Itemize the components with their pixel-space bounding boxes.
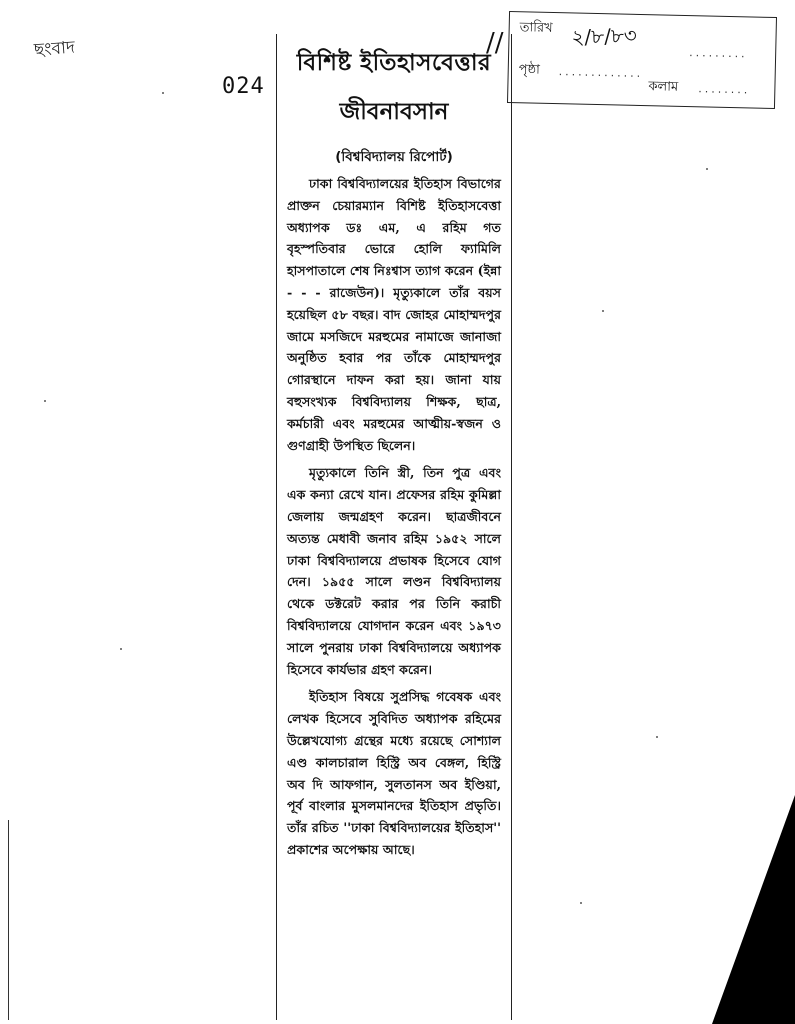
scan-speck (580, 902, 582, 904)
stamp-dots: ......... (689, 46, 748, 61)
scan-speck (162, 92, 164, 94)
headline-line-2: জীবনাবসান (339, 98, 449, 125)
news-clipping-column (276, 34, 512, 1020)
stamp-date-label: তারিখ (519, 20, 553, 36)
scan-edge-line (8, 820, 9, 1020)
article-paragraph: মৃত্যুকালে তিনি স্ত্রী, তিন পুত্র এবং এক কন্যা রেখে যান। প্রফেসর রহিম কুমিল্লা জেলায় জন্মগ্রহণ করেন। ছাত্রজীবনে অত্যন্ত মেধাবী জনাব রহিম ১৯৫২ সালে ঢাকা বিশ্ববিদ্যালয়ে প্রভাষক হিসেবে যোগ দেন। ১৯৫৫ সালে লণ্ডন বিশ্ববিদ্যালয় থেকে ডক্টরেট করার পর তিনি করাচী বিশ্ববিদ্যালয়ে যোগদান করেন এবং ১৯৭৩ সালে পুনরায় ঢাকা বিশ্ববিদ্যালয়ে অধ্যাপক হিসেবে কার্যভার গ্রহণ করেন। (287, 465, 501, 677)
archive-stamp-box (507, 11, 777, 109)
scan-speck (120, 648, 122, 650)
dateline: (বিশ্ববিদ্যালয় রিপোর্ট) (335, 149, 453, 165)
handwritten-source-note: ছংবাদ (33, 37, 76, 61)
scan-speck (656, 736, 658, 738)
stamp-dots: ............. (558, 65, 644, 81)
headline-line-1: বিশিষ্ট ইতিহাসবেত্তার (296, 49, 492, 76)
pen-mark: // (486, 28, 504, 58)
article-paragraph: ঢাকা বিশ্ববিদ্যালয়ের ইতিহাস বিভাগের প্রাক্তন চেয়ারম্যান বিশিষ্ট ইতিহাসবেত্তা অধ্যাপক ডঃ এম, এ রহিম গত বৃহস্পতিবার ভোরে হোলি ফ্যামিলি হাসপাতালে শেষ নিঃশ্বাস ত্যাগ করেন (ইন্না - - - রাজেউন)। মৃত্যুকালে তাঁর বয়স হয়েছিল ৫৮ বছর। বাদ জোহর মোহাম্মদপুর জামে মসজিদে মরহুমের নামাজে জানাজা অনুষ্ঠিত হবার পর তাঁকে মোহাম্মদপুর গোরস্থানে দাফন করা হয়। জানা যায় বহুসংখ্যক বিশ্ববিদ্যালয় শিক্ষক, ছাত্র, কর্মচারী এবং মরহুমের আত্মীয়-স্বজন ও গুণগ্রাহী উপস্থিত ছিলেন। (287, 176, 501, 453)
scan-speck (602, 310, 604, 312)
stamp-date-value: ২/৮/৮৩ (571, 23, 638, 50)
scan-speck (706, 168, 708, 170)
stamp-column-label: কলাম (648, 79, 679, 95)
scan-speck (44, 400, 46, 402)
article-paragraph: ইতিহাস বিষয়ে সুপ্রসিদ্ধ গবেষক এবং লেখক হিসেবে সুবিদিত অধ্যাপক রহিমের উল্লেখযোগ্য গ্রন্থের মধ্যে রয়েছে সোশ্যাল এণ্ড কালচারাল হিস্ট্রি অব বেঙ্গল, হিস্ট্রি অব দি আফগান, সুলতানস অব ইণ্ডিয়া, পূর্ব বাংলার মুসলমানদের ইতিহাস প্রভৃতি। তাঁর রচিত ''ঢাকা বিশ্ববিদ্যালয়ের ইতিহাস'' প্রকাশের অপেক্ষায় আছে। (287, 689, 501, 857)
stamp-page-label: পৃষ্ঠা (518, 62, 540, 78)
page-number: 024 (222, 74, 265, 99)
stamp-dots: ........ (698, 82, 751, 97)
